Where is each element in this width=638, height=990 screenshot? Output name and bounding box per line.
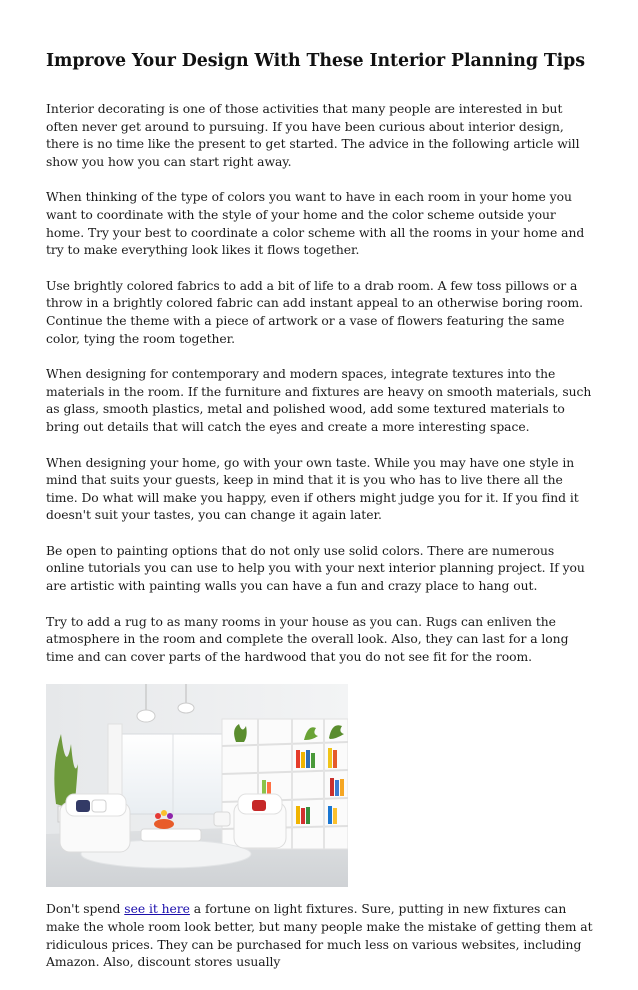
pendant-lamp-1	[137, 710, 155, 722]
paragraph-8	[46, 901, 596, 971]
living-room-photo	[46, 684, 348, 887]
paragraph-8-rest: a fortune on light fixtures. Sure, putting in new fixtures can make the whole room look better, but many people make the mistake of getting them at ridiculous prices. They can be purchased for much less on various websites, including Amazon. Also, discount stores usually	[46, 902, 593, 970]
paragraph-6: Be open to painting options that do not only use solid colors. There are numerous online tutorials you can use to help you with your next interior planning project. If you are artistic with painting walls you can have a fun and crazy place to hang out.	[46, 543, 585, 594]
flower	[155, 813, 161, 819]
see-it-here-link[interactable]: see it here	[124, 902, 190, 917]
flower	[167, 813, 173, 819]
side-table	[214, 812, 230, 826]
paragraph-7: Try to add a rug to as many rooms in your house as you can. Rugs can enliven the atmosphere in the room and complete the overall look. Also, they can last for a long time and can cover parts of the hardwood that you do not see fit for the room.	[46, 614, 569, 664]
living-room-illustration	[46, 684, 348, 887]
flower-vase	[154, 819, 174, 829]
flower	[161, 810, 167, 816]
article-title: Improve Your Design With These Interior Planning Tips	[46, 51, 585, 71]
paragraph-1: Interior decorating is one of those activities that many people are interested in but often never get around to pursuing. If you have been curious about interior design, there is no time like the present to get started. The advice in the following article will show you how you can start right away.	[46, 102, 580, 169]
paragraph-2: When thinking of the type of colors you want to have in each room in your home you want to coordinate with the style of your home and the color scheme outside your home. Try your best to coordinate a color scheme with all the rooms in your home and try to make everything look likes it flows together.	[46, 190, 585, 258]
armchair	[234, 794, 286, 848]
pendant-lamp-2	[178, 703, 194, 713]
paragraph-4: When designing for contemporary and modern spaces, integrate textures into the materials in the room. If the furniture and fixtures are heavy on smooth materials, such as glass, smooth plastics, metal and polished wood, add some textured materials to bring out details that will catch the eyes and create a more interesting space.	[46, 367, 592, 434]
paragraph-3: Use brightly colored fabrics to add a bit of life to a drab room. A few toss pillows or a throw in a brightly colored fabric can add instant appeal to an otherwise boring room. Continue the theme with a piece of artwork or a vase of flowers featuring the same color, tying the room together.	[46, 278, 584, 346]
coffee-table	[141, 829, 201, 841]
article-body	[46, 101, 596, 990]
paragraph-8-start: Don't spend	[46, 902, 125, 917]
paragraph-5: When designing your home, go with your own taste. While you may have one style in mind that suits your guests, keep in mind that it is you who has to live there all the time. Do what will make you happy, even if others might judge you for it. If you find it doesn't suit your tastes, you can change it again later.	[46, 455, 579, 523]
sofa	[60, 794, 130, 852]
